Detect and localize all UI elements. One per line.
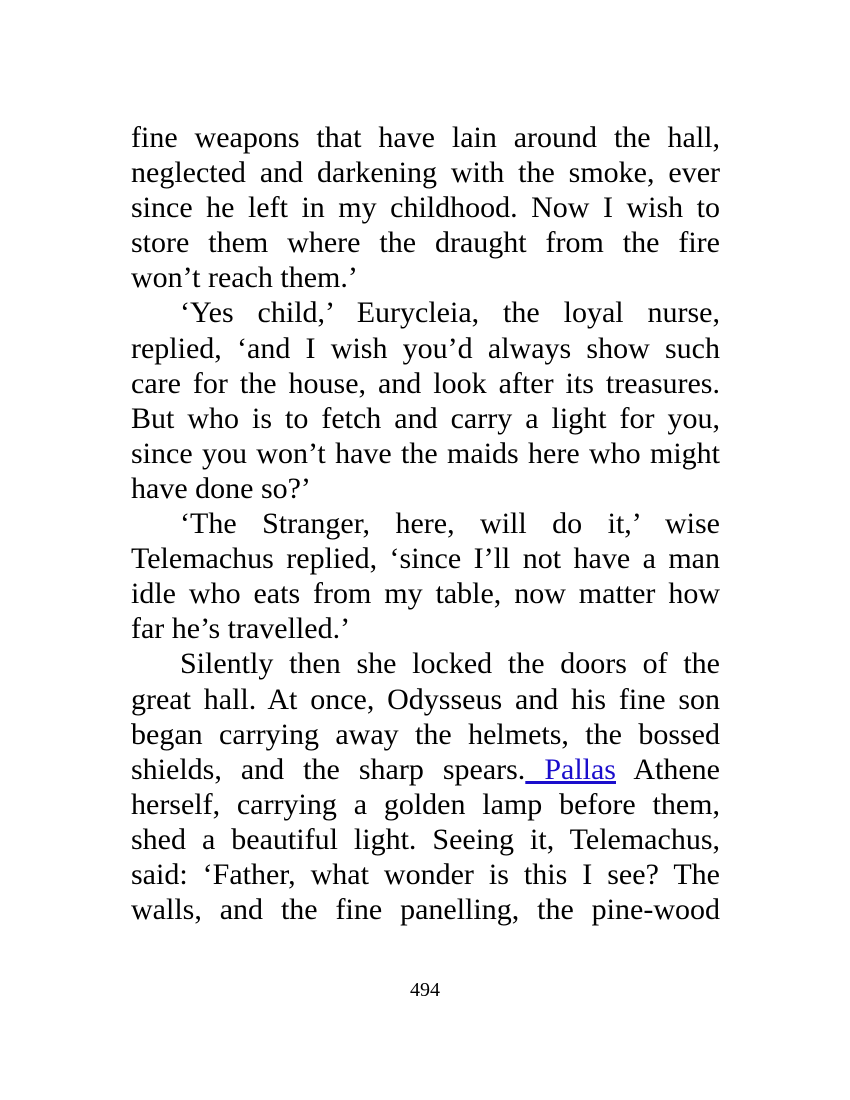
text-line: won’t reach them.’	[131, 261, 358, 295]
text-line: neglected and darkening with the smoke, ever	[131, 156, 720, 190]
text-line: walls, and the fine panelling, the pine-wood	[131, 893, 720, 927]
text-line: shed a beautiful light. Seeing it, Telemachus,	[131, 822, 720, 856]
text-line: store them where the draught from the fire	[131, 226, 720, 260]
pallas-link[interactable]: Pallas	[525, 752, 616, 786]
text-line: ‘Yes child,’ Eurycleia, the loyal nurse,	[180, 296, 720, 330]
text-line: care for the house, and look after its treasures.	[131, 366, 720, 400]
text-line-with-link	[131, 752, 720, 787]
text-line: fine weapons that have lain around the hall,	[131, 121, 720, 154]
text-line: replied, ‘and I wish you’d always show such	[131, 331, 720, 365]
text-line: Silently then she locked the doors of the	[180, 647, 720, 681]
text-line: idle who eats from my table, now matter how	[131, 577, 720, 611]
text-line: herself, carrying a golden lamp before them,	[131, 787, 720, 821]
text-line: began carrying away the helmets, the bossed	[131, 717, 720, 751]
body-text	[131, 120, 720, 927]
text-line: said: ‘Father, what wonder is this I see? The	[131, 857, 720, 891]
text-segment: Athene	[616, 752, 720, 786]
text-line: Telemachus replied, ‘since I’ll not have a man	[131, 542, 720, 576]
text-line: But who is to fetch and carry a light for you,	[131, 401, 720, 435]
text-line: ‘The Stranger, here, will do it,’ wise	[180, 507, 720, 541]
text-line: have done so?’	[131, 471, 311, 505]
text-line: since he left in my childhood. Now I wish to	[131, 191, 720, 225]
text-line: far he’s travelled.’	[131, 612, 351, 646]
text-segment: shields, and the sharp spears.	[131, 752, 526, 786]
text-line: since you won’t have the maids here who might	[131, 436, 720, 470]
text-line: great hall. At once, Odysseus and his fine son	[131, 682, 720, 716]
page-number: 494	[410, 979, 440, 1001]
